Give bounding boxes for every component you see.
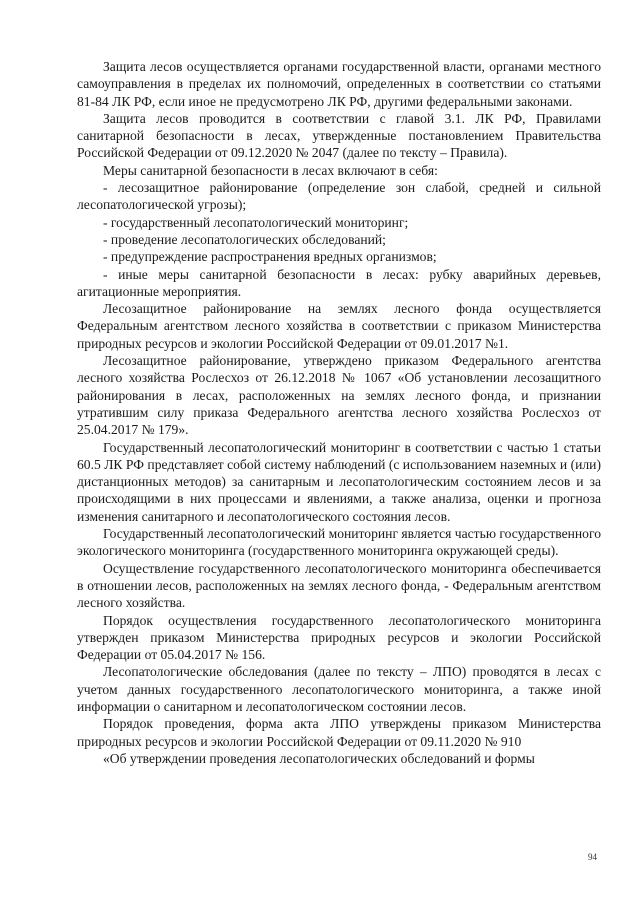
- paragraph: Государственный лесопатологический мониторинг является частью государственного экологического мониторинга (государственного мониторинга окружающей среды).: [77, 526, 602, 559]
- paragraph: Лесозащитное районирование на землях лесного фонда осуществляется Федеральным агентством лесного хозяйства в соответствии с приказом Министерства природных ресурсов и экологии Российской Федерации от 09.01.2017 №1.: [77, 301, 601, 351]
- paragraph: Порядок осуществления государственного лесопатологического мониторинга утвержден приказом Министерства природных ресурсов и экологии Российской Федерации от 05.04.2017 № 156.: [77, 612, 601, 663]
- paragraph: Защита лесов проводится в соответствии с главой 3.1. ЛК РФ, Правилами санитарной безопасности в лесах, утвержденные постановлением Правительства Российской Федерации от 09.12.2020 № 2047 (далее по тексту – Правила).: [77, 110, 601, 161]
- list-item: - предупреждение распространения вредных организмов;: [103, 249, 437, 265]
- paragraph: «Об утверждении проведения лесопатологических обследований и формы: [103, 750, 535, 766]
- paragraph: Защита лесов осуществляется органами государственной власти, органами местного самоуправления в пределах их полномочий, определенных в соответствии со статьями 81-84 ЛК РФ, если иное не предусмотрено ЛК РФ, другими федеральными законами.: [77, 59, 601, 109]
- page-number: 94: [588, 852, 597, 862]
- paragraph: Осуществление государственного лесопатологического мониторинга обеспечивается в отношении лесов, расположенных на землях лесного фонда, - Федеральным агентством лесного хозяйства.: [77, 560, 601, 611]
- paragraph: Порядок проведения, форма акта ЛПО утверждены приказом Министерства природных ресурсов и экологии Российской Федерации от 09.11.2020 № 910: [77, 716, 601, 749]
- list-item: - иные меры санитарной безопасности в лесах: рубку аварийных деревьев, агитационные мероприятия.: [77, 266, 601, 299]
- paragraph: Государственный лесопатологический мониторинг в соответствии с частью 1 статьи 60.5 ЛК РФ представляет собой систему наблюдений (с использованием наземных и (или) дистанционных методов) за санитарным и лесопатологическим состоянием лесов и за происходящими в них процессами и явлениями, а также анализа, оценки и прогноза изменения санитарного и лесопатологического состояния лесов.: [77, 439, 601, 524]
- paragraph: Лесопатологические обследования (далее по тексту – ЛПО) проводятся в лесах с учетом данных государственного лесопатологического мониторинга, а также иной информации о санитарном и лесопатологическом состоянии лесов.: [77, 664, 601, 714]
- list-item: - лесозащитное районирование (определение зон слабой, средней и сильной лесопатологической угрозы);: [77, 180, 601, 213]
- paragraph: Лесозащитное районирование, утверждено приказом Федерального агентства лесного хозяйства Рослесхоз от 26.12.2018 № 1067 «Об установлении лесозащитного районирования в лесах, расположенных на землях лесного фонда, и признании утратившим силу приказа Федерального агентства лесного хозяйства Рослесхоз от 25.04.2017 № 179».: [77, 353, 601, 438]
- list-item: - государственный лесопатологический мониторинг;: [103, 214, 409, 230]
- list-item: - проведение лесопатологических обследований;: [103, 231, 386, 247]
- paragraph: Меры санитарной безопасности в лесах включают в себя:: [103, 162, 438, 178]
- document-body: [77, 58, 601, 767]
